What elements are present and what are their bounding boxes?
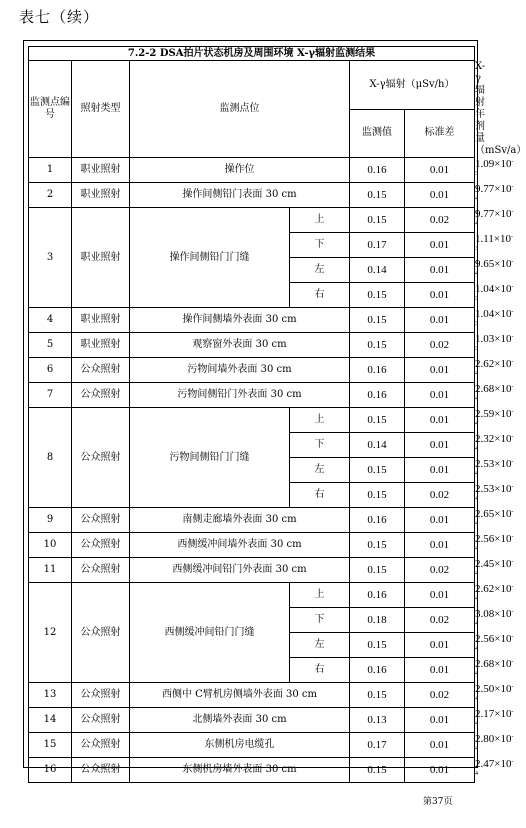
measured-value: 0.15 <box>350 308 405 333</box>
point-id: 3 <box>29 208 72 308</box>
point-position: 西侧缓冲间铅门门缝 <box>130 583 290 683</box>
point-position: 西侧缓冲间墙外表面 30 cm <box>130 533 350 558</box>
exposure-type: 公众照射 <box>72 708 130 733</box>
exposure-type: 公众照射 <box>72 583 130 683</box>
sub-position: 左 <box>290 258 350 283</box>
std-deviation: 0.01 <box>405 308 475 333</box>
table-row: 4 职业照射 操作间侧墙外表面 30 cm 0.15 0.01 $1.04\times 10^{-3}$ <box>29 308 475 333</box>
exposure-type: 公众照射 <box>72 533 130 558</box>
exposure-type: 公众照射 <box>72 358 130 383</box>
sub-position: 下 <box>290 233 350 258</box>
exposure-type: 职业照射 <box>72 183 130 208</box>
measured-value: 0.15 <box>350 683 405 708</box>
std-deviation: 0.02 <box>405 333 475 358</box>
point-position: 操作位 <box>130 158 350 183</box>
measured-value: 0.14 <box>350 433 405 458</box>
table-row: 12 公众照射 西侧缓冲间铅门门缝 上 0.16 0.01 $2.62\times 10^{-4}$ <box>29 583 475 608</box>
sub-position: 下 <box>290 608 350 633</box>
std-deviation: 0.01 <box>405 758 475 783</box>
header-position: 监测点位 <box>130 61 350 158</box>
measured-value: 0.15 <box>350 558 405 583</box>
point-position: 北侧墙外表面 30 cm <box>130 708 350 733</box>
point-id: 4 <box>29 308 72 333</box>
section-header: 表七（续） <box>19 8 100 26</box>
std-deviation: 0.01 <box>405 658 475 683</box>
std-deviation: 0.01 <box>405 508 475 533</box>
table-row: 3 职业照射 操作间侧铅门门缝 上 0.15 0.02 $9.77\times 10^{-4}$ <box>29 208 475 233</box>
exposure-type: 公众照射 <box>72 383 130 408</box>
std-deviation: 0.01 <box>405 408 475 433</box>
sub-position: 右 <box>290 283 350 308</box>
point-position: 操作间侧墙外表面 30 cm <box>130 308 350 333</box>
measured-value: 0.17 <box>350 733 405 758</box>
header-type: 照射类型 <box>72 61 130 158</box>
measured-value: 0.15 <box>350 633 405 658</box>
table-row: 11 公众照射 西侧缓冲间铅门外表面 30 cm 0.15 0.02 $2.45\times 10^{-4}$ <box>29 558 475 583</box>
table-row: 左 0.15 0.01 $2.53\times 10^{-4}$ <box>29 458 475 483</box>
std-deviation: 0.01 <box>405 258 475 283</box>
table-row: 5 职业照射 观察窗外表面 30 cm 0.15 0.02 $1.03\times 10^{-3}$ <box>29 333 475 358</box>
exposure-type: 公众照射 <box>72 733 130 758</box>
measured-value: 0.16 <box>350 508 405 533</box>
point-position: 污物间侧铅门门缝 <box>130 408 290 508</box>
table-row: 13 公众照射 西侧中 C臂机房侧墙外表面 30 cm 0.15 0.02 $2.50\times 10^{-4}$ <box>29 683 475 708</box>
measured-value: 0.13 <box>350 708 405 733</box>
measured-value: 0.15 <box>350 208 405 233</box>
point-id: 13 <box>29 683 72 708</box>
point-position: 操作间侧铅门门缝 <box>130 208 290 308</box>
point-id: 8 <box>29 408 72 508</box>
table-row: 下 0.18 0.02 $3.08\times 10^{-4}$ <box>29 608 475 633</box>
point-position: 污物间墙外表面 30 cm <box>130 358 350 383</box>
point-position: 操作间侧铅门表面 30 cm <box>130 183 350 208</box>
sub-position: 右 <box>290 483 350 508</box>
measured-value: 0.15 <box>350 758 405 783</box>
header-rate: X-γ辐射（μSv/h） <box>350 61 475 110</box>
std-deviation: 0.01 <box>405 183 475 208</box>
table-row: 右 0.15 0.01 $1.04\times 10^{-3}$ <box>29 283 475 308</box>
table-row: 14 公众照射 北侧墙外表面 30 cm 0.13 0.01 $2.17\times 10^{-4}$ <box>29 708 475 733</box>
measured-value: 0.15 <box>350 533 405 558</box>
std-deviation: 0.01 <box>405 733 475 758</box>
measured-value: 0.15 <box>350 408 405 433</box>
sub-position: 左 <box>290 458 350 483</box>
measured-value: 0.18 <box>350 608 405 633</box>
measured-value: 0.15 <box>350 483 405 508</box>
sub-position: 下 <box>290 433 350 458</box>
point-id: 12 <box>29 583 72 683</box>
monitoring-results-table: 7.2-2 DSA拍片状态机房及周围环境 X-γ辐射监测结果 监测点编号 照射类型 监测点位 X-γ辐射（μSv/h） X-γ辐射年剂量（mSv/a） 监测值 标准差 1 职业照射 操作位 0.16 0.01 $1.09\times 10^{-3}$ 2 职业照射 操作间侧铅门表面 30 cm 0.15 0.01 $9.77\times 10^{-4}$ 3 职业照射 操作间侧铅门门缝 上 0.15 0.02 $9.77\times 10^{-4}$ 下 0.17 0.01 $1.11\times 10^{-3}$ 左 0.14 0.01 $9.65\times 10^{-4}$ 右 0.15 0.01 $1.04\times 10^{-3}$ 4 职业照射 操作间侧墙外表面 30 cm 0.15 0.01 $1.04\times 10^{-3}$ 5 职业照射 观察窗外表面 30 cm 0.15 0.02 $1.03\times 10^{-3}$ 6 公众照射 污物间墙外表面 30 cm 0.16 0.01 $2.62\times 10^{-4}$ 7 公众照射 污物间侧铅门外表面 30 cm 0.16 0.01 $2.68\times 10^{-4}$ 8 公众照射 污物间侧铅门门缝 上 0.15 0.01 $2.59\times 10^{-4}$ 下 0.14 0.01 $2.32\times 10^{-4}$ 左 0.15 0.01 $2.53\times 10^{-4}$ 右 0.15 0.02 $2.53\times 10^{-4}$ 9 公众照射 南侧走廊墙外表面 30 cm 0.16 0.01 $2.65\times 10^{-4}$ 10 公众照射 西侧缓冲间墙外表面 30 cm 0.15 0.01 $2.56\times 10^{-4}$ 11 公众照射 西侧缓冲间铅门外表面 30 cm 0.15 0.02 $2.45\times 10^{-4}$ 12 公众照射 西侧缓冲间铅门门缝 上 0.16 0.01 $2.62\times 10^{-4}$ 下 0.18 0.02 $3.08\times 10^{-4}$ 左 0.15 0.01 $2.56\times 10^{-4}$ 右 0.16 0.01 $2.68\times 10^{-4}$ 13 公众照射 西侧中 C臂机房侧墙外表面 30 cm 0.15 0.02 $2.50\times 10^{-4}$ 14 公众照射 北侧墙外表面 30 cm 0.13 0.01 $2.17\times 10^{-4}$ 15 公众照射 东侧机房电缆孔 0.17 0.01 $2.80\times 10^{-4}$ 16 公众照射 东侧机房墙外表面 30 cm 0.15 0.01 $2.47\times 10^{-4}$ <box>28 46 475 783</box>
point-position: 污物间侧铅门外表面 30 cm <box>130 383 350 408</box>
point-position: 西侧缓冲间铅门外表面 30 cm <box>130 558 350 583</box>
sub-position: 上 <box>290 208 350 233</box>
table-row: 右 0.16 0.01 $2.68\times 10^{-4}$ <box>29 658 475 683</box>
exposure-type: 公众照射 <box>72 558 130 583</box>
measured-value: 0.15 <box>350 333 405 358</box>
table-row: 下 0.17 0.01 $1.11\times 10^{-3}$ <box>29 233 475 258</box>
measured-value: 0.16 <box>350 358 405 383</box>
std-deviation: 0.01 <box>405 358 475 383</box>
exposure-type: 职业照射 <box>72 208 130 308</box>
exposure-type: 公众照射 <box>72 408 130 508</box>
exposure-type: 职业照射 <box>72 333 130 358</box>
std-deviation: 0.01 <box>405 383 475 408</box>
point-position: 东侧机房墙外表面 30 cm <box>130 758 350 783</box>
point-id: 16 <box>29 758 72 783</box>
measured-value: 0.15 <box>350 458 405 483</box>
table-row: 16 公众照射 东侧机房墙外表面 30 cm 0.15 0.01 $2.47\times 10^{-4}$ <box>29 758 475 783</box>
table-row: 9 公众照射 南侧走廊墙外表面 30 cm 0.16 0.01 $2.65\times 10^{-4}$ <box>29 508 475 533</box>
std-deviation: 0.01 <box>405 583 475 608</box>
exposure-type: 公众照射 <box>72 508 130 533</box>
std-deviation: 0.01 <box>405 233 475 258</box>
table-row: 2 职业照射 操作间侧铅门表面 30 cm 0.15 0.01 $9.77\times 10^{-4}$ <box>29 183 475 208</box>
exposure-type: 公众照射 <box>72 758 130 783</box>
sub-position: 右 <box>290 658 350 683</box>
point-id: 6 <box>29 358 72 383</box>
std-deviation: 0.01 <box>405 283 475 308</box>
measured-value: 0.14 <box>350 258 405 283</box>
point-id: 2 <box>29 183 72 208</box>
table-row: 7 公众照射 污物间侧铅门外表面 30 cm 0.16 0.01 $2.68\times 10^{-4}$ <box>29 383 475 408</box>
table-caption: 7.2-2 DSA拍片状态机房及周围环境 X-γ辐射监测结果 <box>29 47 475 61</box>
point-id: 5 <box>29 333 72 358</box>
table-row: 右 0.15 0.02 $2.53\times 10^{-4}$ <box>29 483 475 508</box>
page-number: 第37页 <box>423 797 453 807</box>
point-id: 1 <box>29 158 72 183</box>
point-id: 14 <box>29 708 72 733</box>
std-deviation: 0.02 <box>405 683 475 708</box>
std-deviation: 0.01 <box>405 458 475 483</box>
std-deviation: 0.02 <box>405 558 475 583</box>
table-row: 15 公众照射 东侧机房电缆孔 0.17 0.01 $2.80\times 10^{-4}$ <box>29 733 475 758</box>
point-id: 15 <box>29 733 72 758</box>
point-position: 观察窗外表面 30 cm <box>130 333 350 358</box>
table-row: 下 0.14 0.01 $2.32\times 10^{-4}$ <box>29 433 475 458</box>
std-deviation: 0.01 <box>405 533 475 558</box>
table-row: 1 职业照射 操作位 0.16 0.01 $1.09\times 10^{-3}$ <box>29 158 475 183</box>
std-deviation: 0.02 <box>405 483 475 508</box>
measured-value: 0.15 <box>350 183 405 208</box>
table-row: 6 公众照射 污物间墙外表面 30 cm 0.16 0.01 $2.62\times 10^{-4}$ <box>29 358 475 383</box>
header-id: 监测点编号 <box>29 61 72 158</box>
std-deviation: 0.02 <box>405 608 475 633</box>
point-id: 9 <box>29 508 72 533</box>
exposure-type: 公众照射 <box>72 683 130 708</box>
exposure-type: 职业照射 <box>72 158 130 183</box>
std-deviation: 0.01 <box>405 633 475 658</box>
point-id: 11 <box>29 558 72 583</box>
measured-value: 0.15 <box>350 283 405 308</box>
sub-position: 上 <box>290 583 350 608</box>
point-id: 7 <box>29 383 72 408</box>
std-deviation: 0.01 <box>405 708 475 733</box>
measured-value: 0.16 <box>350 158 405 183</box>
measured-value: 0.17 <box>350 233 405 258</box>
measured-value: 0.16 <box>350 383 405 408</box>
sub-position: 上 <box>290 408 350 433</box>
header-std: 标准差 <box>405 109 475 158</box>
table-row: 左 0.14 0.01 $9.65\times 10^{-4}$ <box>29 258 475 283</box>
point-id: 10 <box>29 533 72 558</box>
std-deviation: 0.01 <box>405 433 475 458</box>
std-deviation: 0.02 <box>405 208 475 233</box>
table-row: 10 公众照射 西侧缓冲间墙外表面 30 cm 0.15 0.01 $2.56\times 10^{-4}$ <box>29 533 475 558</box>
table-row: 左 0.15 0.01 $2.56\times 10^{-4}$ <box>29 633 475 658</box>
point-position: 西侧中 C臂机房侧墙外表面 30 cm <box>130 683 350 708</box>
point-position: 南侧走廊墙外表面 30 cm <box>130 508 350 533</box>
measured-value: 0.16 <box>350 583 405 608</box>
header-measured: 监测值 <box>350 109 405 158</box>
sub-position: 左 <box>290 633 350 658</box>
measured-value: 0.16 <box>350 658 405 683</box>
std-deviation: 0.01 <box>405 158 475 183</box>
table-row: 8 公众照射 污物间侧铅门门缝 上 0.15 0.01 $2.59\times 10^{-4}$ <box>29 408 475 433</box>
exposure-type: 职业照射 <box>72 308 130 333</box>
point-position: 东侧机房电缆孔 <box>130 733 350 758</box>
